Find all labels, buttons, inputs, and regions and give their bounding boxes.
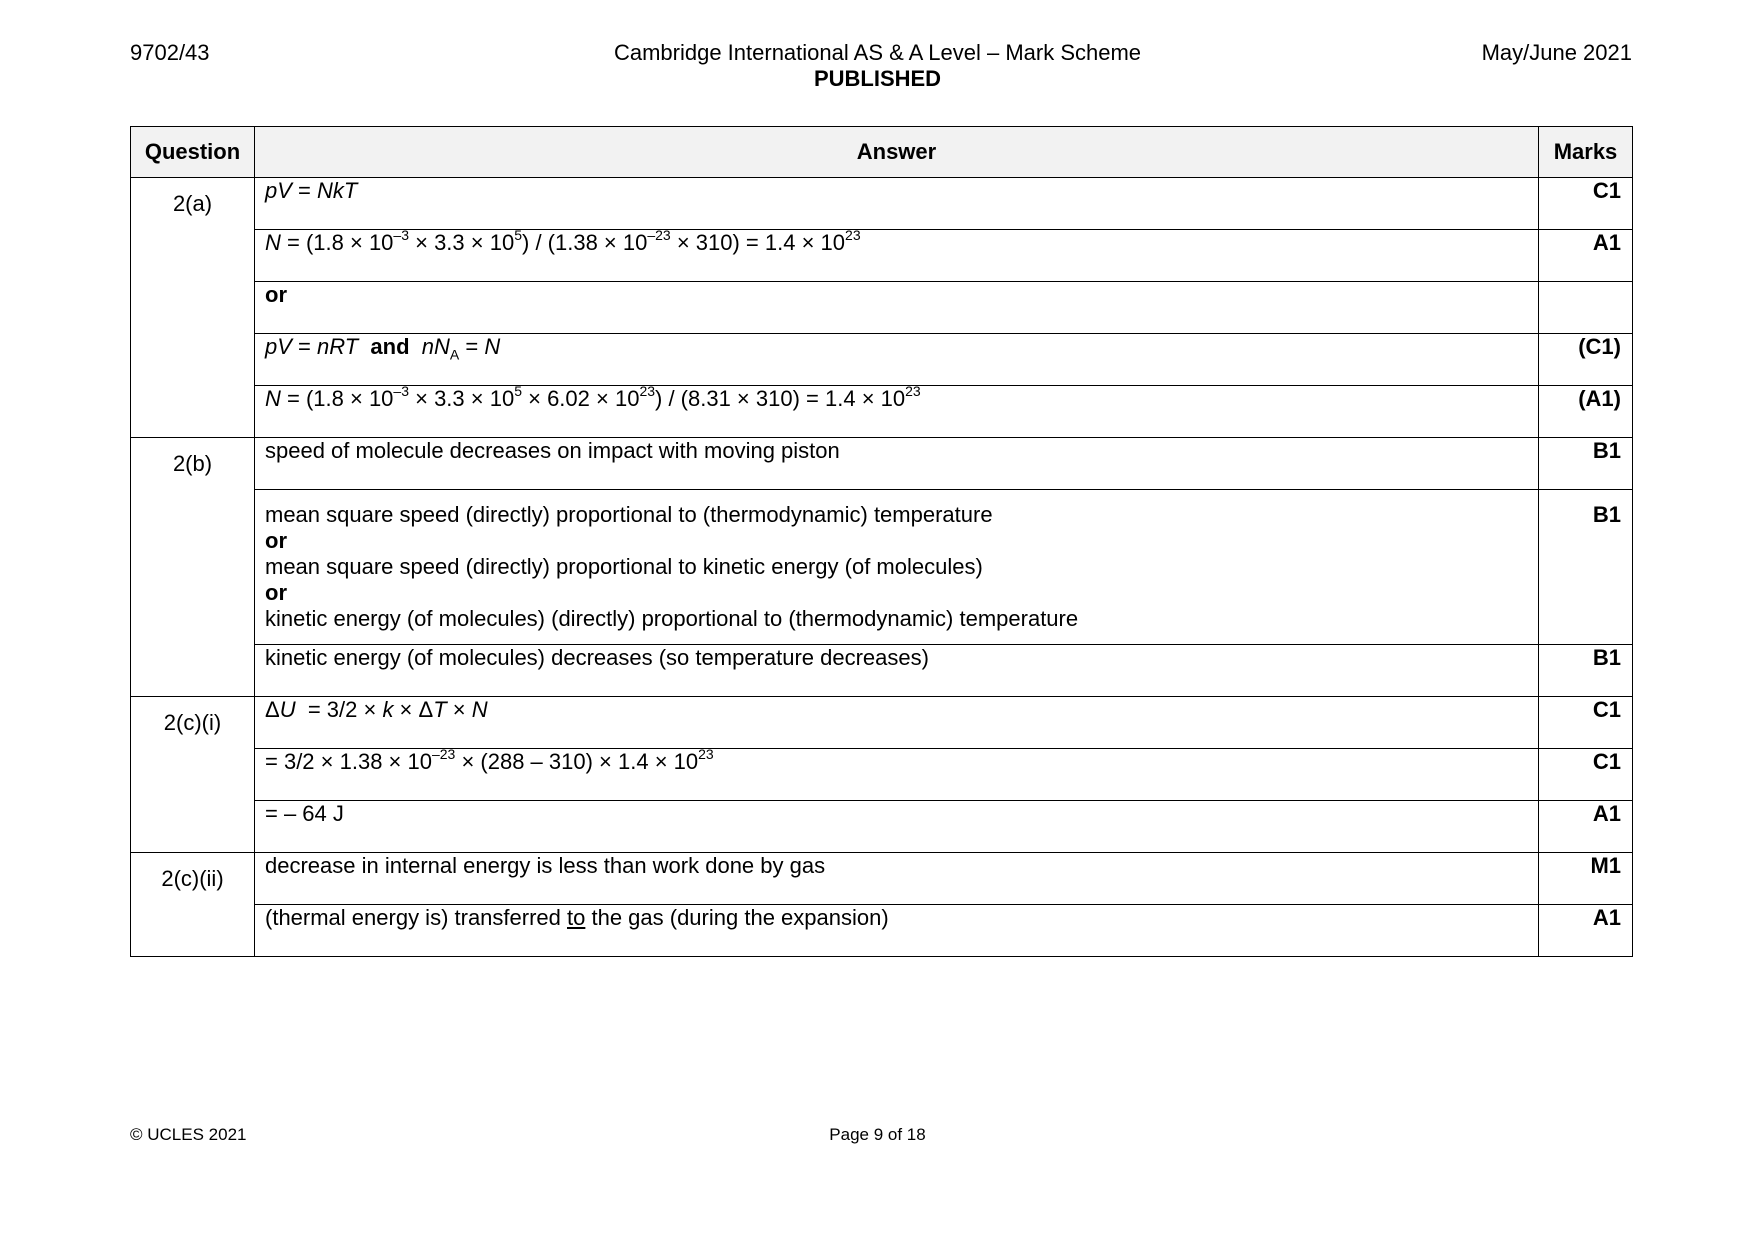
- answer-cell: ΔU = 3/2 × k × ΔT × N: [255, 697, 1539, 749]
- answer-line: kinetic energy (of molecules) (directly) proportional to (thermodynamic) temperature: [265, 606, 1079, 631]
- answer-cell: = $3/2 \times 1.38 \times 10^{-23} \times (288 - 310) \times 1.4 \times 10^{23}$: [255, 749, 1539, 801]
- mark-cell: (A1): [1539, 386, 1633, 438]
- mark-cell: (C1): [1539, 334, 1633, 386]
- mark-cell: A1: [1539, 801, 1633, 853]
- table-row: [131, 801, 1633, 853]
- copyright-notice: © UCLES 2021: [130, 1125, 247, 1144]
- or-label: or: [265, 580, 287, 605]
- question-number: 2(c)(ii): [131, 853, 255, 957]
- table-row: [131, 905, 1633, 957]
- table-row: [131, 334, 1633, 386]
- table-row: [131, 490, 1633, 645]
- answer-line: mean square speed (directly) proportional to kinetic energy (of molecules): [265, 554, 983, 579]
- mark-cell: C1: [1539, 749, 1633, 801]
- table-row: [131, 749, 1633, 801]
- published-label: PUBLISHED: [813, 66, 942, 91]
- or-label: or: [265, 528, 287, 553]
- table-row: [131, 697, 1633, 749]
- question-header: Question: [131, 127, 255, 178]
- answer-cell: speed of molecule decreases on impact with moving piston: [255, 438, 1539, 490]
- table-header-row: [131, 127, 1633, 178]
- table-row: [131, 645, 1633, 697]
- answer-cell: or: [255, 282, 1539, 334]
- question-number: 2(c)(i): [131, 697, 255, 853]
- answer-cell: [255, 490, 1539, 645]
- mark-cell: B1: [1539, 490, 1633, 645]
- page-number: Page 9 of 18: [829, 1125, 926, 1144]
- mark-cell: C1: [1539, 697, 1633, 749]
- table-row: [131, 230, 1633, 282]
- paper-code: 9702/43: [130, 40, 210, 65]
- mark-cell: C1: [1539, 178, 1633, 230]
- answer-cell: pV = nRT and $nN_A = N$: [255, 334, 1539, 386]
- answer-cell: $N = (1.8 \times 10^{-3} \times 3.3 \times 10^5) / (1.38 \times 10^{-23} \times 310) = 1.4 \times 10^{23}$: [255, 230, 1539, 282]
- answer-cell: kinetic energy (of molecules) decreases (so temperature decreases): [255, 645, 1539, 697]
- mark-cell: B1: [1539, 438, 1633, 490]
- table-row: [131, 386, 1633, 438]
- table-row: [131, 853, 1633, 905]
- table-row: [131, 178, 1633, 230]
- question-number: 2(b): [131, 438, 255, 697]
- answer-cell: = – 64 J: [255, 801, 1539, 853]
- mark-cell: B1: [1539, 645, 1633, 697]
- question-number: 2(a): [131, 178, 255, 438]
- mark-cell: A1: [1539, 230, 1633, 282]
- table-row: [131, 282, 1633, 334]
- mark-cell: [1539, 282, 1633, 334]
- marks-header: Marks: [1539, 127, 1633, 178]
- answer-line: mean square speed (directly) proportional to (thermodynamic) temperature: [265, 502, 993, 527]
- answer-cell: (thermal energy is) transferred to the gas (during the expansion): [255, 905, 1539, 957]
- answer-cell: decrease in internal energy is less than work done by gas: [255, 853, 1539, 905]
- answer-cell: $N = (1.8 \times 10^{-3} \times 3.3 \times 10^5 \times 6.02 \times 10^{23}) / (8.31 \times 310) = 1.4 \times 10^{23}$: [255, 386, 1539, 438]
- answer-cell: pV = NkT: [255, 178, 1539, 230]
- mark-scheme-table: [130, 126, 1633, 957]
- mark-cell: M1: [1539, 853, 1633, 905]
- answer-header: Answer: [255, 127, 1539, 178]
- mark-cell: A1: [1539, 905, 1633, 957]
- title-text: Cambridge International AS & A Level – Mark Scheme: [613, 40, 1142, 65]
- table-row: [131, 438, 1633, 490]
- exam-session: May/June 2021: [1481, 40, 1632, 65]
